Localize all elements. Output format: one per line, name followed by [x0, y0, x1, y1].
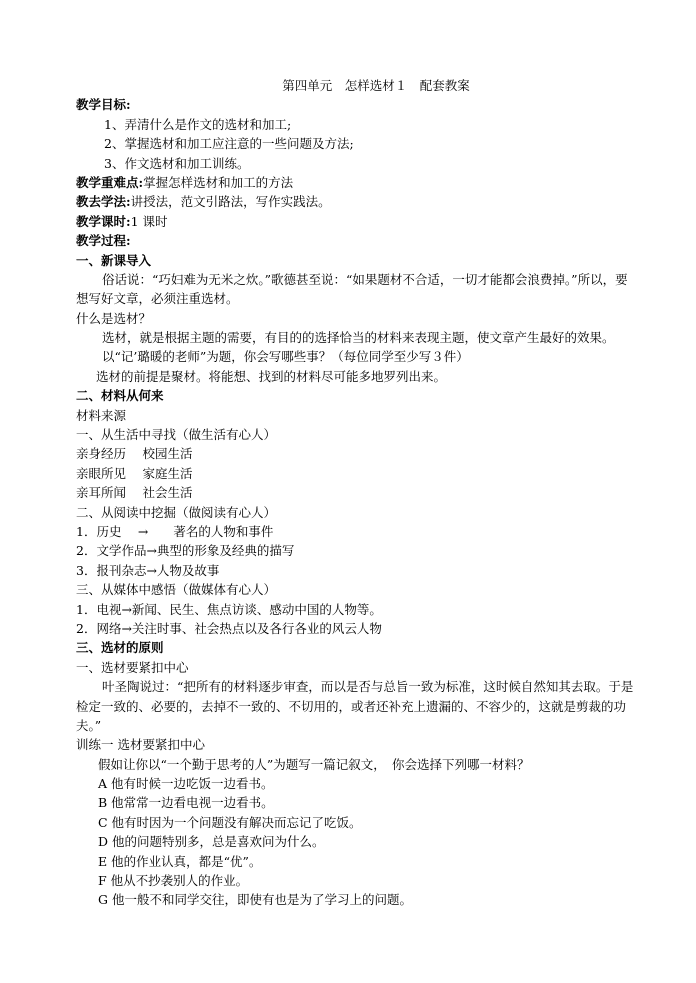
goal-item: 2、掌握选材和加工应注意的一些问题及方法; [104, 136, 354, 152]
part1-row: 亲耳所闻 社会生活 [76, 485, 193, 501]
section3-sub: 一、选材要紧扣中心 [76, 659, 189, 675]
section1-para1: 俗话说：“巧妇难为无米之炊。”歌德甚至说：“如果题材不合适，一切才能都会浪费掉。”所以，要想写好文章，必须注重选材。 [76, 271, 628, 307]
hours-row [76, 212, 636, 231]
part2-heading: 二、从阅读中挖掘（做阅读有心人） [76, 504, 277, 520]
training-option: B 他常常一边看电视一边看书。 [98, 795, 274, 811]
section1-heading: 一、新课导入 [76, 252, 152, 268]
hours-label: 教学课时: [76, 213, 131, 229]
part1-row: 亲眼所见 家庭生活 [76, 465, 193, 481]
part1-heading: 一、从生活中寻找（做生活有心人） [76, 427, 277, 443]
goals-label: 教学目标: [76, 97, 131, 113]
section2-sub: 材料来源 [76, 407, 127, 423]
method-label: 教去学法: [76, 194, 131, 210]
process-row [76, 231, 636, 250]
focus-text: 掌握怎样选材和加工的方法 [143, 174, 294, 190]
section3-quote: 叶圣陶说过：“把所有的材料逐步审查，而以是否与总旨一致为标准，这时候自然知其去取。于是检定一致的、必要的，去掉不一致的、不切用的，或者还补充上遗漏的、不容少的，这就是剪裁的功夫。” [76, 679, 634, 733]
hours-text: 1 课时 [130, 213, 168, 229]
part1-row: 亲身经历 校园生活 [76, 446, 193, 462]
page-title: 第四单元 怎样选材１ 配套教案 [282, 78, 470, 93]
section1-para4: 选材的前提是聚材。将能想、找到的材料尽可能多地罗列出来。 [96, 368, 447, 384]
part3-row: 2．网络→关注时事、社会热点以及各行各业的风云人物 [76, 620, 382, 636]
focus-row [76, 173, 636, 192]
process-label: 教学过程: [76, 233, 131, 249]
section1-para2: 选材，就是根据主题的需要，有目的的选择恰当的材料来表现主题，使文章产生最好的效果。 [102, 330, 615, 346]
goals-heading [76, 95, 636, 114]
focus-label: 教学重难点: [76, 174, 144, 190]
training-option: E 他的作业认真，都是“优”。 [98, 853, 262, 869]
section1-para3: 以“记’璐暖的老师”为题，你会写哪些事？（每位同学至少写３件） [102, 349, 469, 365]
training-option: A 他有时候一边吃饭一边看书。 [98, 776, 274, 792]
part3-row: 1．电视→新闻、民生、焦点访谈、感动中国的人物等。 [76, 601, 382, 617]
training-option: F 他从不抄袭别人的作业。 [98, 873, 249, 889]
goal-item: 3、作文选材和加工训练。 [104, 155, 250, 171]
part2-row: 1．历史 → 著名的人物和事件 [76, 524, 274, 539]
document-page [76, 76, 636, 910]
part3-heading: 三、从媒体中感悟（做媒体有心人） [76, 582, 277, 598]
training-heading: 训练一 选材要紧扣中心 [76, 737, 205, 753]
method-row [76, 192, 636, 211]
method-text: 讲授法，范文引路法，写作实践法。 [130, 194, 331, 210]
training-option: C 他有时因为一个问题没有解决而忘记了吃饭。 [98, 814, 362, 830]
part2-row: 2．文学作品→典型的形象及经典的描写 [76, 543, 295, 559]
section1-question: 什么是选材？ [76, 310, 152, 326]
section3-heading: 三、选材的原则 [76, 640, 164, 656]
training-option: G 他一般不和同学交往，即使有也是为了学习上的问题。 [98, 892, 412, 908]
part2-row: 3．报刊杂志→人物及故事 [76, 562, 220, 578]
goal-item: 1、弄清什么是作文的选材和加工; [104, 116, 292, 132]
section2-heading: 二、材料从何来 [76, 388, 164, 404]
training-option: D 他的问题特别多，总是喜欢问为什么。 [98, 834, 325, 850]
training-prompt: 假如让你以“一个勤于思考的人”为题写一篇记叙文， 你会选择下列哪一材料？ [98, 756, 530, 772]
